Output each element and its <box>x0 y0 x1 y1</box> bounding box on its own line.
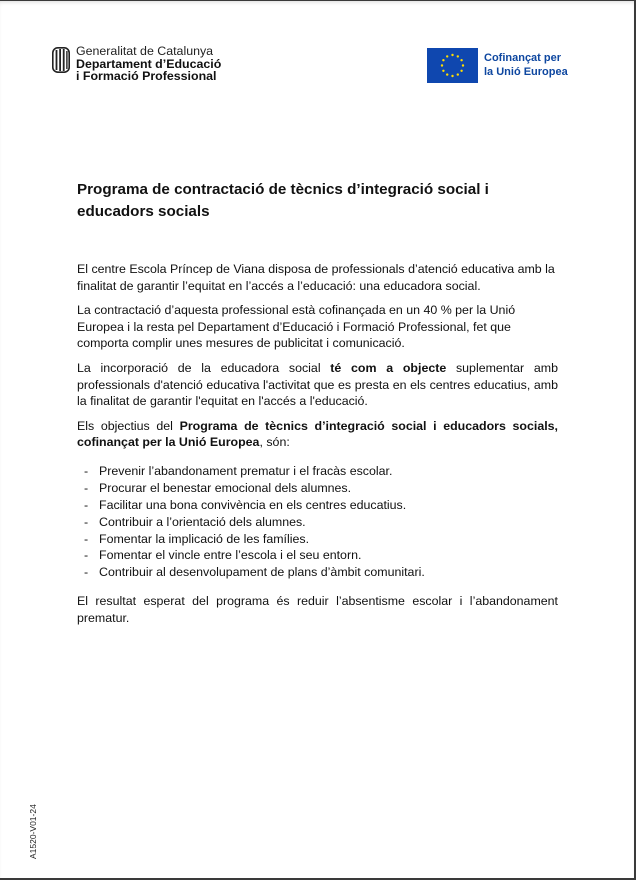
purpose-text-before: La incorporació de la educadora social <box>77 360 331 375</box>
catalan-shield-icon <box>52 47 70 73</box>
list-item-text: Fomentar la implicació de les famílies. <box>99 531 310 546</box>
document-body <box>77 179 558 626</box>
generalitat-name: Generalitat de Catalunya <box>76 44 214 58</box>
bullet-dash: - <box>84 531 89 546</box>
purpose-text-after: suplementar amb professionals d'atenció educativa l'activitat que es presta en els centres educatius, amb la finalitat de garantir l'equitat en l'accés a l'educació. <box>77 360 558 409</box>
paragraph-purpose <box>77 360 558 410</box>
objectives-intro-bold: Programa de tècnics d’integració social i educadors socials, cofinançat per la Unió Europea <box>77 418 558 450</box>
title-line-1: Programa de contractació de tècnics d’integració social i <box>77 181 489 198</box>
title-line-2: educadors socials <box>77 203 210 220</box>
eu-text-line1: Cofinançat per <box>484 52 562 64</box>
bullet-dash: - <box>84 463 89 478</box>
objectives-intro-after: , són: <box>259 435 290 450</box>
purpose-text-bold: té com a objecte <box>330 360 447 375</box>
document-page <box>0 1 634 878</box>
department-name-line1: Departament d’Educació <box>76 56 222 71</box>
list-item-text: Procurar el benestar emocional dels alumnes. <box>99 480 352 495</box>
list-item-text: Contribuir a l’orientació dels alumnes. <box>99 514 306 529</box>
list-item <box>84 547 558 564</box>
list-item <box>84 514 558 531</box>
list-item-text: Facilitar una bona convivència en els centres educatius. <box>99 497 407 512</box>
list-item <box>84 463 558 480</box>
list-item <box>84 497 558 514</box>
paragraph-expected-result: El resultat esperat del programa és reduir l’absentisme escolar i l’abandonament prematur. <box>77 594 558 625</box>
paragraph-objectives-intro <box>77 418 558 451</box>
list-item-text: Prevenir l’abandonament prematur i el fracàs escolar. <box>99 463 393 478</box>
list-item <box>84 531 558 548</box>
paragraph-cofunding: La contractació d’aquesta professional està cofinançada en un 40 % per la Unió Europea i la resta pel Departament d’Educació i Formació Professional, fet que comporta complir unes mesures de publicitat i comunicació. <box>77 303 516 351</box>
eu-flag-icon <box>427 48 478 83</box>
eu-text-line2: la Unió Europea <box>484 65 568 78</box>
bullet-dash: - <box>84 548 89 563</box>
list-item-text: Contribuir al desenvolupament de plans d’àmbit comunitari. <box>99 565 425 580</box>
generalitat-logo <box>52 45 221 83</box>
objectives-list <box>77 463 558 581</box>
list-item <box>84 480 558 497</box>
paragraph-intro: El centre Escola Príncep de Viana disposa de professionals d’atenció educativa amb la finalitat de garantir l’equitat en l’accés a l’educació: una educadora social. <box>77 262 555 293</box>
bullet-dash: - <box>84 497 89 512</box>
objectives-intro-before: Els objectius del <box>77 418 180 433</box>
eu-cofunding-logo <box>427 48 568 83</box>
bullet-dash: - <box>84 565 89 580</box>
list-item <box>84 564 558 581</box>
bullet-dash: - <box>84 514 89 529</box>
document-code: A1520-V01-24 <box>28 804 38 859</box>
department-name-line2: i Formació Professional <box>76 69 217 83</box>
bullet-dash: - <box>84 480 89 495</box>
list-item-text: Fomentar el vincle entre l’escola i el seu entorn. <box>99 548 362 563</box>
document-title <box>77 179 558 223</box>
